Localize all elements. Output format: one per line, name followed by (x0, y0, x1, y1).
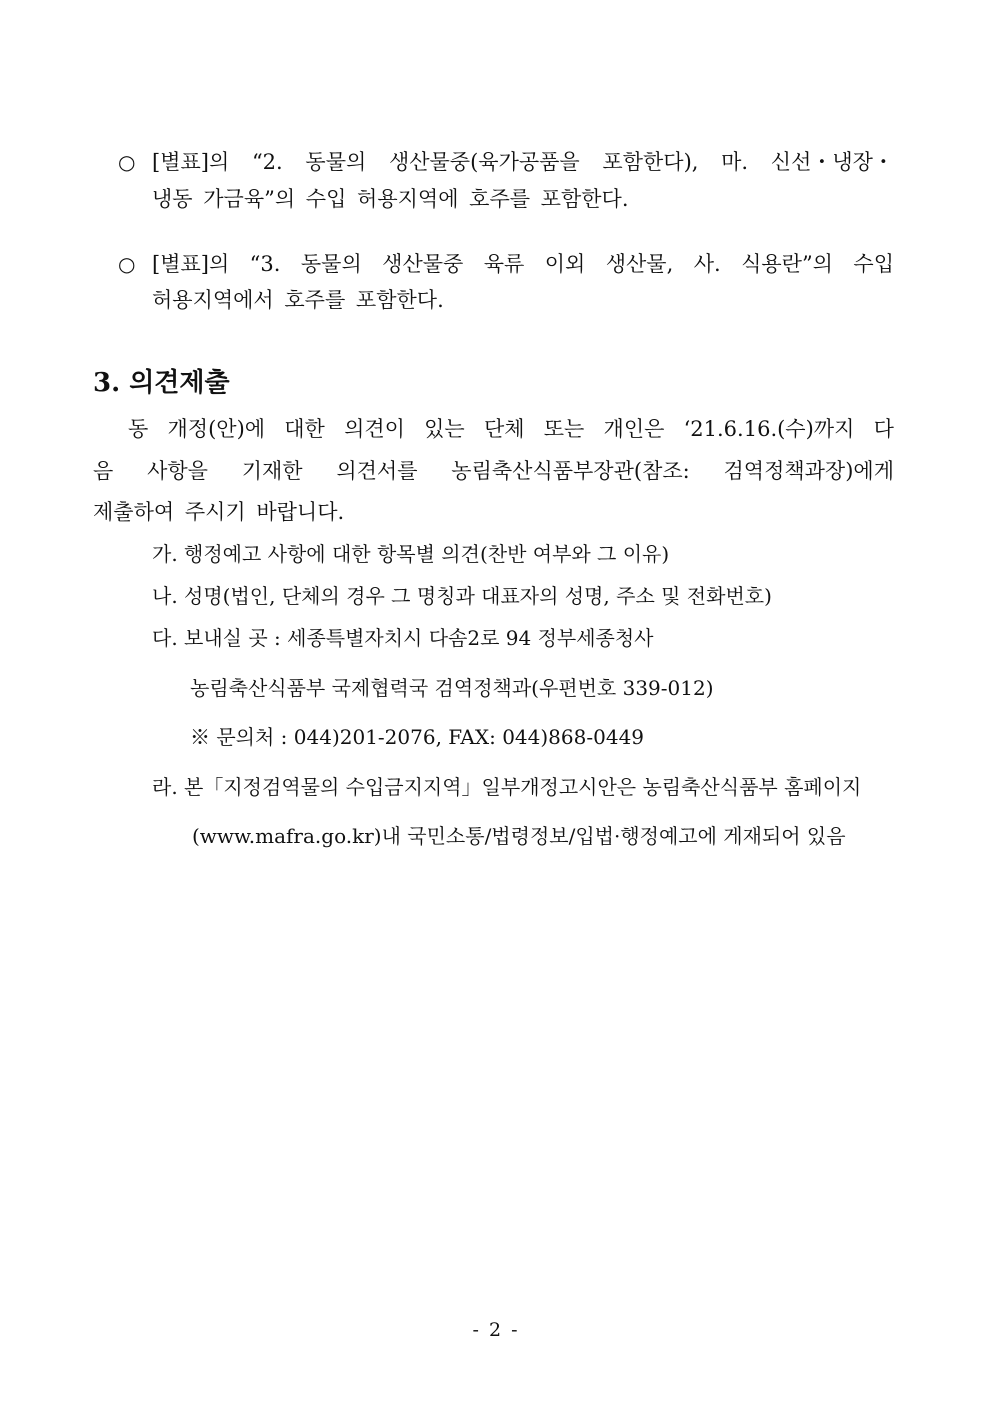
bullet-1-line-2: 냉동 가금육”의 수입 허용지역에 호주를 포함한다. (152, 187, 629, 211)
bullet-1-line-1 (152, 148, 894, 176)
word: 생산물중 (382, 252, 464, 276)
section-heading: 3. 의견제출 (93, 368, 230, 398)
word: “3. (249, 252, 281, 276)
bullet-2-line-2: 허용지역에서 호주를 포함한다. (152, 288, 444, 312)
word: “2. (251, 150, 283, 174)
word: 의견이 (344, 417, 405, 441)
word: [별표]의 (152, 150, 230, 174)
word: 음 (93, 459, 114, 483)
word: 마. (721, 150, 749, 174)
word: 사항을 (147, 459, 208, 483)
bullet-circle-icon: ○ (118, 150, 136, 174)
word: 또는 (543, 417, 585, 441)
bullet-2-line-1 (152, 250, 894, 278)
word: 수입 (853, 252, 894, 276)
word: 사. (693, 252, 721, 276)
word: 동 (128, 417, 149, 441)
paragraph-line-2 (93, 457, 894, 485)
item-da: 다. 보내실 곳 : 세종특별자치시 다솜2로 94 정부세종청사 (152, 626, 654, 650)
word: 동물의 (300, 252, 362, 276)
word: 생산물, (605, 252, 674, 276)
word: 개정(안)에 (167, 417, 266, 441)
word: 이외 (544, 252, 586, 276)
item-ra: 라. 본「지정검역물의 수입금지지역」일부개정고시안은 농림축산식품부 홈페이지 (152, 775, 862, 799)
word: 육류 (483, 252, 525, 276)
bullet-circle-icon: ○ (118, 252, 136, 276)
word: 동물의 (305, 150, 367, 174)
word: 기재한 (241, 459, 303, 483)
word: [별표]의 (152, 252, 230, 276)
word: 농림축산식품부장관(참조: (451, 459, 690, 483)
word: 포함한다), (602, 150, 699, 174)
word: 검역정책과장)에게 (723, 459, 894, 483)
word: 개인은 (603, 417, 665, 441)
word: 단체 (483, 417, 525, 441)
item-da-contact: ※ 문의처 : 044)201-2076, FAX: 044)868-0449 (190, 725, 645, 749)
word: 식용란”의 (741, 252, 833, 276)
word: 신선・냉장・ (770, 150, 894, 174)
word: 다 (873, 417, 894, 441)
item-na: 나. 성명(법인, 단체의 경우 그 명칭과 대표자의 성명, 주소 및 전화번호) (152, 584, 772, 608)
page-number: - 2 - (472, 1319, 520, 1341)
paragraph-line-3: 제출하여 주시기 바랍니다. (93, 500, 345, 524)
paragraph-line-1 (128, 415, 894, 443)
item-ga: 가. 행정예고 사항에 대한 항목별 의견(찬반 여부와 그 이유) (152, 542, 670, 566)
word: 생산물중(육가공품을 (388, 150, 580, 174)
word: 의견서를 (336, 459, 418, 483)
item-da-address: 농림축산식품부 국제협력국 검역정책과(우편번호 339-012) (190, 676, 714, 700)
item-ra-link-text: (www.mafra.go.kr)내 국민소통/법령정보/입법·행정예고에 게재되어 있음 (192, 824, 846, 848)
word: ‘21.6.16.(수)까지 (683, 417, 855, 441)
word: 있는 (424, 417, 465, 441)
word: 대한 (284, 417, 325, 441)
